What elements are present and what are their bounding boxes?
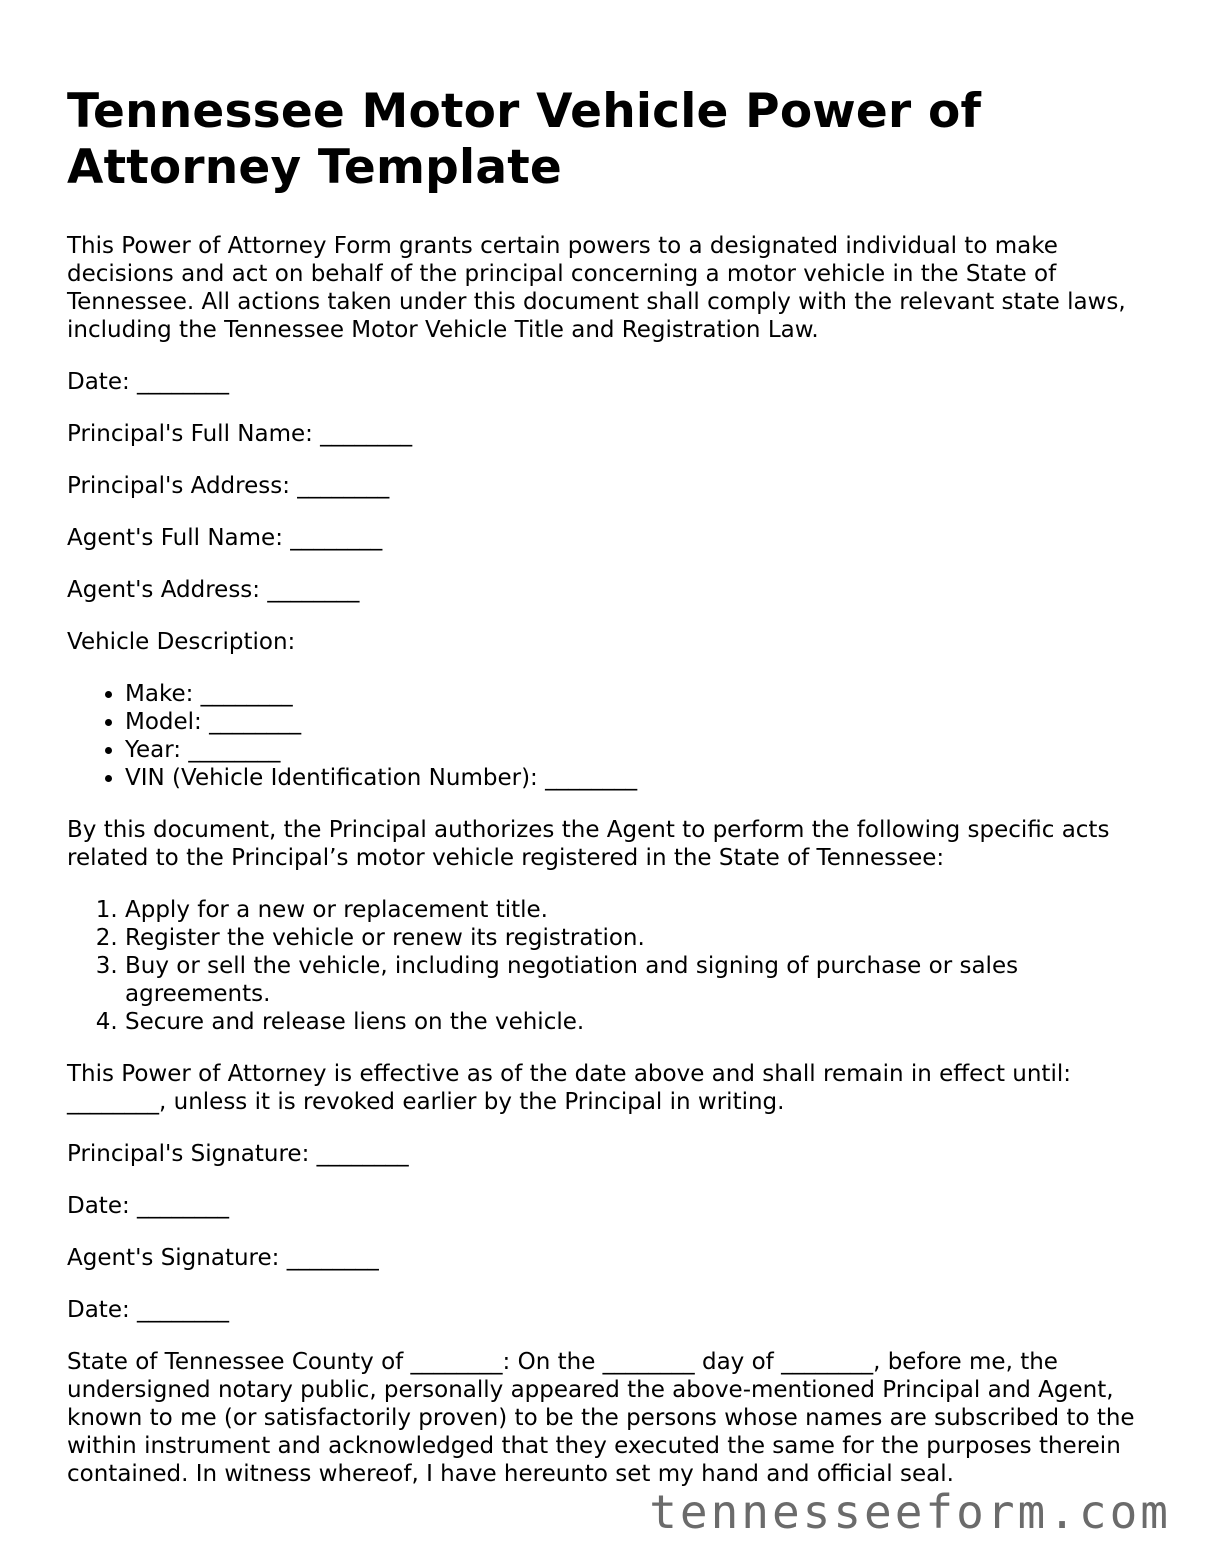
principal-signature-field: Principal's Signature: ________	[67, 1141, 409, 1167]
agent-signature-date-field: Date: ________	[67, 1297, 230, 1323]
vehicle-make-item: • Make: ________	[125, 680, 1142, 708]
notary-paragraph: State of Tennessee County of ________: On the ________ day of ________, before me, the undersigned notary public, personally appeared the above-mentioned Principal and Agent, known to me (or satisfactorily proven) to be the persons whose names are subscribed to the within instrument and acknowledged that they executed the same for the purposes therein contained. In witness whereof, I have hereunto set my hand and official seal.	[67, 1349, 1135, 1487]
site-watermark: tennesseeform.com	[649, 1485, 1171, 1539]
intro-paragraph: This Power of Attorney Form grants certain powers to a designated individual to make decisions and act on behalf of the principal concerning a motor vehicle in the State of Tennessee. All actions taken under this document shall comply with the relevant state laws, including the Tennessee Motor Vehicle Title and Registration Law.	[67, 233, 1126, 343]
effective-paragraph: This Power of Attorney is effective as of the date above and shall remain in effect until: ________, unless it is revoked earlier by the Principal in writing.	[67, 1061, 1071, 1115]
vehicle-description-heading: Vehicle Description:	[67, 629, 296, 655]
vehicle-year-item: • Year: ________	[125, 736, 1142, 764]
vehicle-vin-item: • VIN (Vehicle Identification Number): ________	[125, 764, 1142, 792]
authorization-paragraph: By this document, the Principal authorizes the Agent to perform the following specific acts related to the Principal’s motor vehicle registered in the State of Tennessee:	[67, 817, 1110, 871]
date-field: Date: ________	[67, 369, 230, 395]
act-item: 2. Register the vehicle or renew its registration.	[125, 924, 1142, 952]
agent-address-field: Agent's Address: ________	[67, 577, 360, 603]
authorized-acts-list	[67, 896, 1142, 1036]
act-item: 3. Buy or sell the vehicle, including negotiation and signing of purchase or sales agreements.	[125, 952, 1142, 1008]
principal-name-field: Principal's Full Name: ________	[67, 421, 413, 447]
principal-address-field: Principal's Address: ________	[67, 473, 390, 499]
document-page	[67, 84, 1142, 1488]
agent-signature-field: Agent's Signature: ________	[67, 1245, 379, 1271]
act-item: 1. Apply for a new or replacement title.	[125, 896, 1142, 924]
vehicle-description-list	[67, 680, 1142, 792]
vehicle-model-item: • Model: ________	[125, 708, 1142, 736]
principal-signature-date-field: Date: ________	[67, 1193, 230, 1219]
agent-name-field: Agent's Full Name: ________	[67, 525, 383, 551]
document-title: Tennessee Motor Vehicle Power of Attorney Template	[67, 84, 982, 195]
act-item: 4. Secure and release liens on the vehicle.	[125, 1008, 1142, 1036]
